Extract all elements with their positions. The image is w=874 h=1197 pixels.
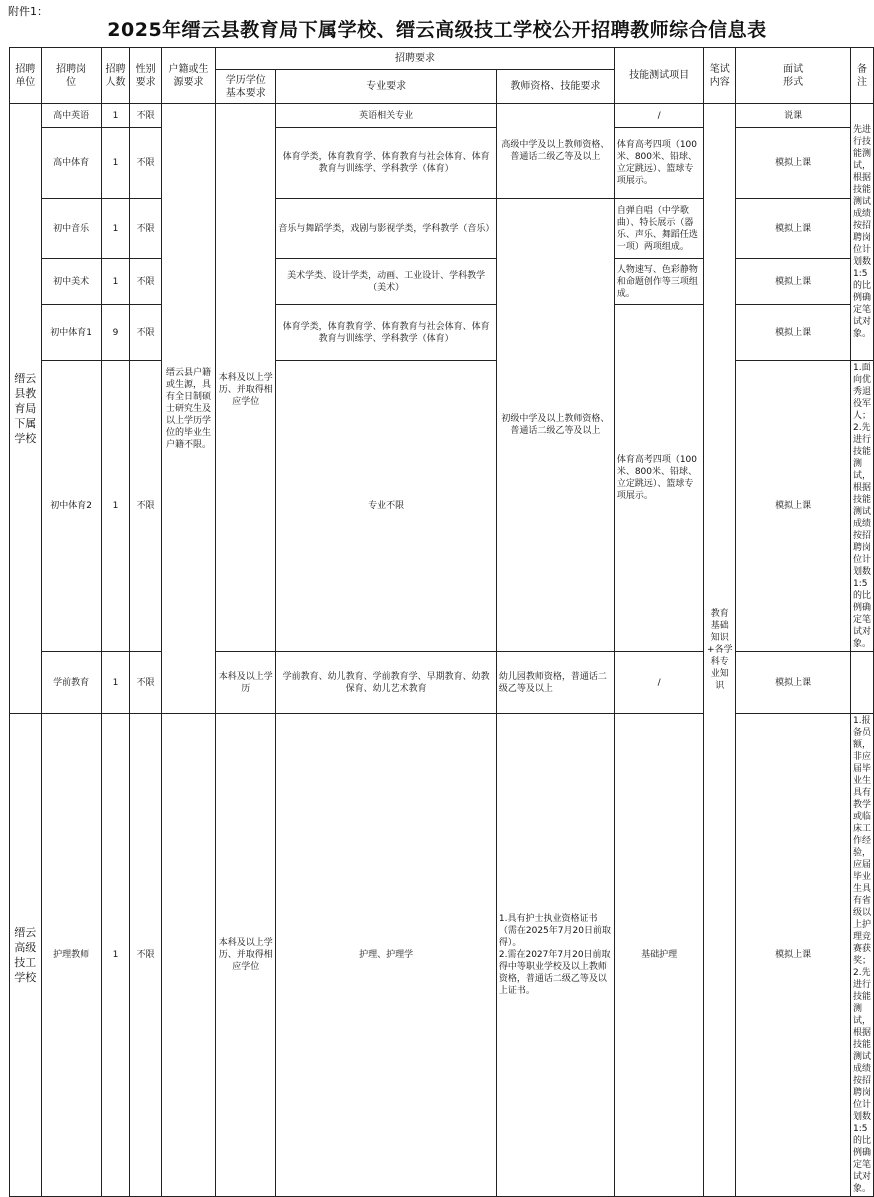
gender-cell: 不限 [130,104,162,128]
attachment-label: 附件1： [8,5,48,18]
education-cell: 本科及以上学历 [216,652,276,714]
gender-cell: 不限 [130,361,162,652]
gender-cell: 不限 [130,305,162,361]
position-cell: 护理教师 [41,714,101,1197]
major-cell: 学前教育、幼儿教育、学前教育学、早期教育、幼教保育、幼儿艺术教育 [276,652,497,714]
count-cell: 1 [101,104,130,128]
interview-cell: 模拟上课 [736,361,851,652]
major-cell: 体育学类，体育教育学、体育教育与社会体育、体育教育与训练学、学科教学（体育） [276,128,497,199]
major-cell: 音乐与舞蹈学类，戏剧与影视学类，学科教学（音乐） [276,199,497,259]
gender-cell: 不限 [130,714,162,1197]
page-title: 2025年缙云县教育局下属学校、缙云高级技工学校公开招聘教师综合信息表 [107,19,767,41]
education-cell: 本科及以上学历、并取得相应学位 [216,128,276,652]
position-cell: 学前教育 [41,652,101,714]
skill-cell: 自弹自唱（中学歌曲）、特长展示（器乐、声乐、舞蹈任选一项）两项组成。 [614,199,704,259]
position-cell: 初中体育1 [41,305,101,361]
skill-cell: 人物速写、色彩静物和命题创作等三项组成。 [614,259,704,305]
education-top-cell [216,104,276,128]
header-gender: 性别 要求 [130,48,162,104]
gender-cell: 不限 [130,652,162,714]
interview-cell: 说课 [736,104,851,128]
qualification-high-cell: 高级中学及以上教师资格、普通话二级乙等及以上 [496,104,614,199]
education-cell: 本科及以上学历、并取得相应学位 [216,714,276,1197]
count-cell: 1 [101,714,130,1197]
count-cell: 1 [101,128,130,199]
qualification-preschool-cell: 幼儿园教师资格，普通话二级乙等及以上 [496,652,614,714]
unit-jiaoyuju: 缙云县教育局下属学校 [10,104,42,714]
major-cell: 英语相关专业 [276,104,497,128]
skill-cell: 体育高考四项（100米、800米、铅球、立定跳远）、篮球专项展示。 [614,128,704,199]
count-cell: 1 [101,652,130,714]
written-cell: 教育基础知识+各学科专业知识 [704,104,736,1197]
unit-jigong: 缙云高级技工学校 [10,714,42,1197]
major-cell: 护理、护理学 [276,714,497,1197]
count-cell: 1 [101,199,130,259]
interview-cell: 模拟上课 [736,714,851,1197]
interview-cell: 模拟上课 [736,305,851,361]
interview-cell: 模拟上课 [736,652,851,714]
qualification-nursing-cell: 1.具有护士执业资格证书（需在2025年7月20日前取得）。 2.需在2027年7月20日前取得中等职业学校及以上教师资格，普通话二级乙等及以上证书。 [496,714,614,1197]
remarks-cell-empty [851,652,874,714]
header-hukou: 户籍或生 源要求 [161,48,215,104]
skill-cell: 基础护理 [614,714,704,1197]
position-cell: 初中体育2 [41,361,101,652]
position-cell: 高中英语 [41,104,101,128]
remarks-cell: 1.面向优秀退役军人； 2.先进行技能测试，根据技能测试成绩按招聘岗位计划数1:5的比例确定笔试对象。 [851,361,874,652]
header-unit: 招聘 单位 [10,48,42,104]
interview-cell: 模拟上课 [736,128,851,199]
interview-cell: 模拟上课 [736,259,851,305]
position-cell: 初中美术 [41,259,101,305]
count-cell: 1 [101,259,130,305]
position-cell: 高中体育 [41,128,101,199]
position-cell: 初中音乐 [41,199,101,259]
header-major: 专业要求 [276,70,497,104]
major-cell: 专业不限 [276,361,497,652]
hukou-cell: 缙云县户籍或生源，具有全日制硕士研究生及以上学历学位的毕业生户籍不限。 [161,104,215,714]
header-written: 笔试内容 [704,48,736,104]
gender-cell: 不限 [130,128,162,199]
header-position: 招聘岗 位 [41,48,101,104]
header-education: 学历学位 基本要求 [216,70,276,104]
header-count: 招聘 人数 [101,48,130,104]
header-interview: 面试 形式 [736,48,851,104]
header-requirements: 招聘要求 [216,48,615,70]
qualification-middle-cell: 初级中学及以上教师资格、普通话二级乙等及以上 [496,199,614,652]
gender-cell: 不限 [130,259,162,305]
hukou-cell-empty [161,714,215,1197]
skill-cell: 体育高考四项（100米、800米、铅球、立定跳远）、篮球专项展示。 [614,305,704,652]
count-cell: 1 [101,361,130,652]
header-skill-test: 技能测试项目 [614,48,704,104]
major-cell: 体育学类，体育教育学、体育教育与社会体育、体育教育与训练学、学科教学（体育） [276,305,497,361]
gender-cell: 不限 [130,199,162,259]
remarks-cell: 1.报备员额，非应届毕业生具有教学或临床工作经验，应届毕业生具有省级以上护理竞赛获奖； 2.先进行技能测试，根据技能测试成绩按招聘岗位计划数1:5的比例确定笔试对象。 [851,714,874,1197]
header-remarks: 备注 [851,48,874,104]
remarks-cell: 先进行技能测试，根据技能测试成绩按招聘岗位计划数1:5的比例确定笔试对象。 [851,104,874,361]
recruitment-table [9,47,874,1197]
skill-cell: / [614,104,704,128]
major-cell: 美术学类、设计学类，动画、工业设计、学科教学（美术） [276,259,497,305]
interview-cell: 模拟上课 [736,199,851,259]
count-cell: 9 [101,305,130,361]
header-qualification: 教师资格、技能要求 [496,70,614,104]
skill-cell: / [614,652,704,714]
